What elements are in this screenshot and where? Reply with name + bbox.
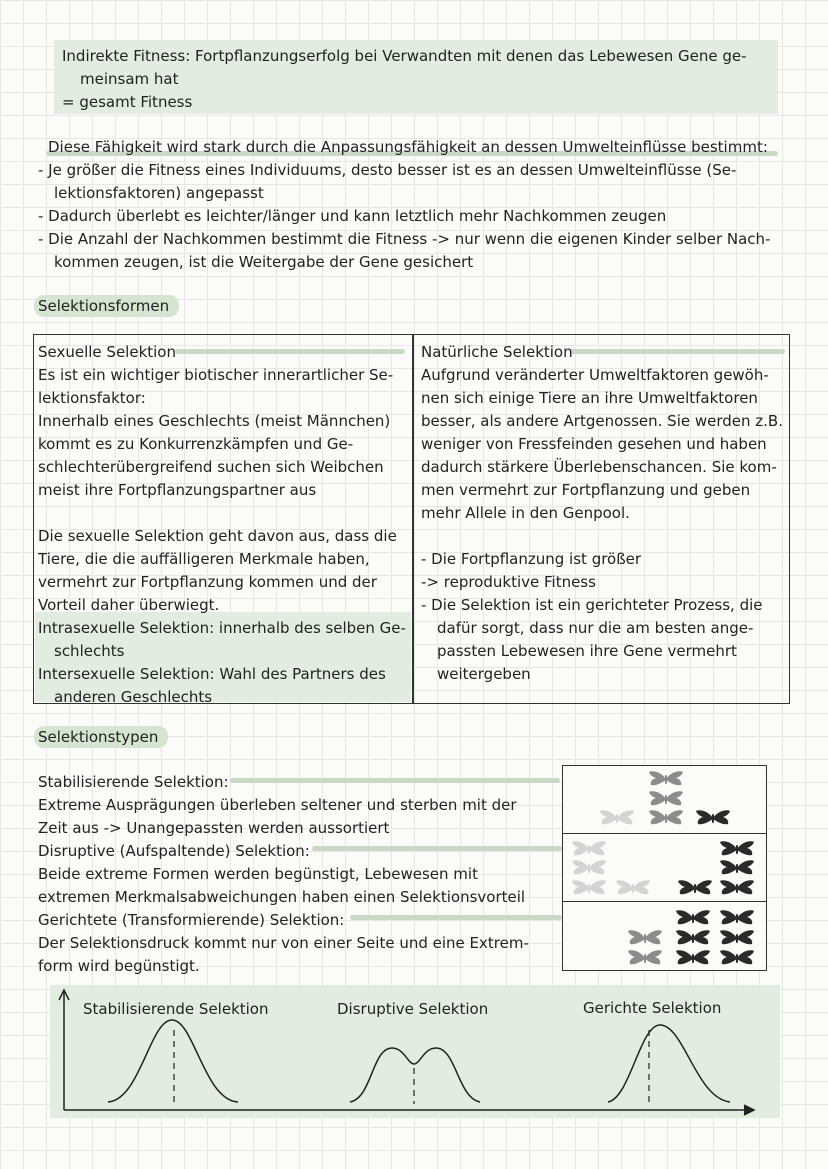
table-text-line: lektionsfaktor: bbox=[38, 389, 146, 407]
intro-line-1: Indirekte Fitness: Fortpflanzungserfolg bei Verwandten mit denen das Lebewesen Gene ge- bbox=[62, 47, 747, 65]
right-column-title: Natürliche Selektion bbox=[421, 343, 573, 361]
directional-curve bbox=[608, 1025, 730, 1102]
disr-line-2: extremen Merkmalsabweichungen haben einen Selektionsvorteil bbox=[38, 888, 526, 906]
curve-label-disruptive: Disruptive Selektion bbox=[337, 1000, 489, 1018]
table-text-line: -> reproduktive Fitness bbox=[421, 573, 596, 591]
paragraph-lead: Diese Fähigkeit wird stark durch die Anpassungsfähigkeit an dessen Umwelteinflüsse bestimmt: bbox=[48, 138, 768, 156]
table-text-line: kommt es zu Konkurrenzkämpfen und Ge- bbox=[38, 435, 354, 453]
table-text-line: besser, als andere Artgenossen. Sie werden z.B. bbox=[421, 412, 783, 430]
disr-title: Disruptive (Aufspaltende) Selektion: bbox=[38, 842, 310, 860]
table-text-line: weitergeben bbox=[437, 665, 531, 683]
table-text-line: dadurch stärkere Überlebenschancen. Sie kom- bbox=[421, 458, 777, 476]
paragraph-bullet-2: - Dadurch überlebt es leichter/länger und kann letztlich mehr Nachkommen zeugen bbox=[38, 207, 667, 225]
ger-line-1: Der Selektionsdruck kommt nur von einer Seite und eine Extrem- bbox=[38, 934, 529, 952]
table-text-line: anderen Geschlechts bbox=[54, 688, 213, 706]
table-text-line: passten Lebewesen ihre Gene vermehrt bbox=[437, 642, 737, 660]
table-text-line: schlechts bbox=[54, 642, 125, 660]
stabilizing-curve bbox=[108, 1020, 238, 1102]
stab-line-1: Extreme Ausprägungen überleben seltener und sterben mit der bbox=[38, 796, 517, 814]
table-text-line: schlechterübergreifend suchen sich Weibchen bbox=[38, 458, 384, 476]
table-text-line: Vorteil daher überwiegt. bbox=[38, 596, 220, 614]
table-text-line: Aufgrund veränderter Umweltfaktoren gewöh- bbox=[421, 366, 769, 384]
table-text-line: Tiere, die die auffälligeren Merkmale haben, bbox=[38, 550, 370, 568]
disr-line-1: Beide extreme Formen werden begünstigt, Lebewesen mit bbox=[38, 865, 478, 883]
paragraph-bullet-3: - Die Anzahl der Nachkommen bestimmt die Fitness -> nur wenn die eigenen Kinder selber Nach- bbox=[38, 230, 771, 248]
curve-label-directional: Gerichte Selektion bbox=[583, 999, 722, 1017]
table-text-line: vermehrt zur Fortpflanzung kommen und der bbox=[38, 573, 377, 591]
stab-line-2: Zeit aus -> Unangepassten werden aussortiert bbox=[38, 819, 390, 837]
left-column-title: Sexuelle Selektion bbox=[38, 343, 176, 361]
paragraph-bullet-1: - Je größer die Fitness eines Individuums, desto besser ist es an dessen Umwelteinflüsse (Se- bbox=[38, 161, 737, 179]
ger-line-2: form wird begünstigt. bbox=[38, 957, 200, 975]
table-text-line: nen sich einige Tiere an ihre Umweltfaktoren bbox=[421, 389, 758, 407]
table-text-line: Es ist ein wichtiger biotischer innerartlicher Se- bbox=[38, 366, 394, 384]
table-text-line: Intrasexuelle Selektion: innerhalb des selben Ge- bbox=[38, 619, 406, 637]
selektionsformen-heading: Selektionsformen bbox=[34, 295, 179, 317]
table-text-line: Die sexuelle Selektion geht davon aus, dass die bbox=[38, 527, 397, 545]
stab-title: Stabilisierende Selektion: bbox=[38, 773, 229, 791]
curve-label-stabilizing: Stabilisierende Selektion bbox=[83, 1000, 269, 1018]
intro-line-3: = gesamt Fitness bbox=[62, 93, 193, 111]
paragraph-bullet-1-cont: lektionsfaktoren) angepasst bbox=[54, 184, 264, 202]
paragraph-bullet-3-cont: kommen zeugen, ist die Weitergabe der Gene gesichert bbox=[54, 253, 474, 271]
table-text-line: - Die Fortpflanzung ist größer bbox=[421, 550, 642, 568]
table-text-line: mehr Allele in den Genpool. bbox=[421, 504, 630, 522]
selektionstypen-heading: Selektionstypen bbox=[34, 726, 168, 748]
table-text-line: meist ihre Fortpflanzungspartner aus bbox=[38, 481, 317, 499]
table-text-line: - Die Selektion ist ein gerichteter Prozess, die bbox=[421, 596, 763, 614]
table-text-line: weniger von Fressfeinden gesehen und haben bbox=[421, 435, 767, 453]
disruptive-curve bbox=[350, 1048, 480, 1102]
x-axis-arrow bbox=[744, 1105, 754, 1115]
table-text-line: men vermehrt zur Fortpflanzung und geben bbox=[421, 481, 751, 499]
ger-title: Gerichtete (Transformierende) Selektion: bbox=[38, 911, 345, 929]
table-text-line: dafür sorgt, dass nur die am besten ange- bbox=[437, 619, 754, 637]
intro-line-2: meinsam hat bbox=[80, 70, 179, 88]
table-text-line: Innerhalb eines Geschlechts (meist Männchen) bbox=[38, 412, 391, 430]
table-text-line: Intersexuelle Selektion: Wahl des Partners des bbox=[38, 665, 386, 683]
